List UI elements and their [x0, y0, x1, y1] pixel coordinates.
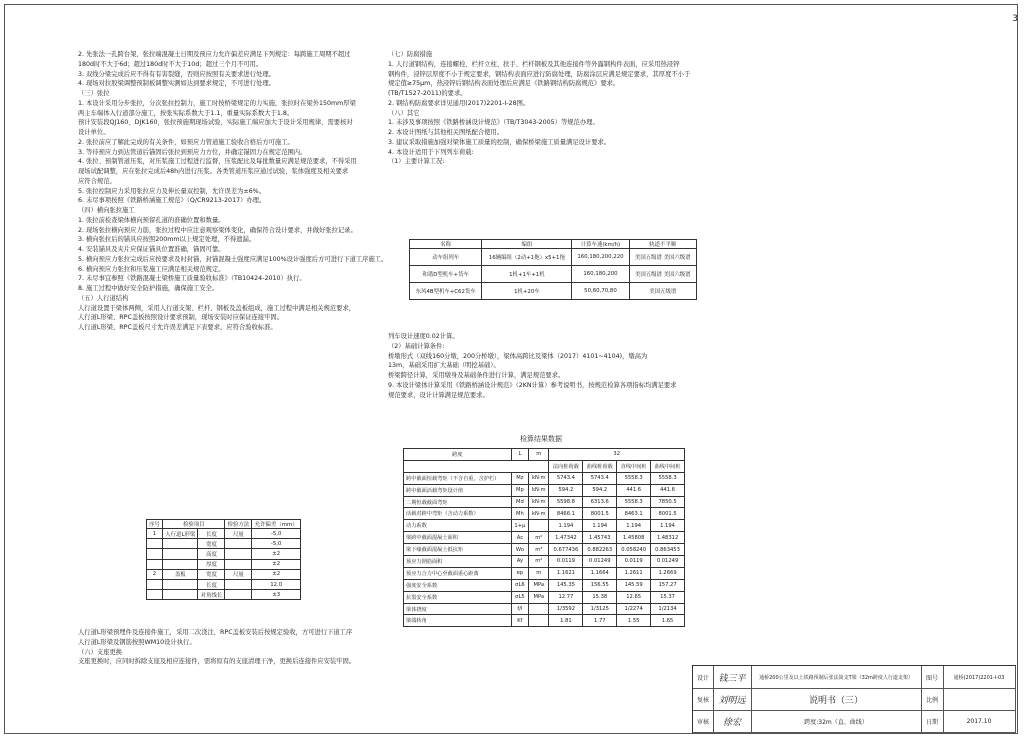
table-cell: 1机+20车: [482, 283, 572, 300]
table-cell: σL5: [511, 591, 528, 603]
text-line: 4. 安装锚具及夹片应保证锚具位置准确，锚固可靠。: [78, 246, 225, 253]
table-header-cell: 序号: [147, 520, 163, 529]
table-cell: 15.38: [583, 591, 617, 603]
table-cell: Kf: [511, 615, 528, 627]
table-cell: 跨中截面恒载弯矩（不含自重，含护栏）: [404, 472, 512, 484]
table-cell: 1.194: [583, 520, 617, 532]
text-line: （1）主要计算工况:: [388, 158, 445, 166]
table-cell: 1.194: [617, 520, 651, 532]
text-line: 规范要求，设计计算满足规范要求。: [388, 391, 489, 399]
text-line: （三）张拉: [78, 90, 110, 97]
text-line: 4. 现场对拉胶梁调整预制板调整实测如达到要求规定，不可进行处理。: [78, 80, 275, 88]
table-cell: 5743.4: [583, 472, 617, 484]
table-cell: 1.1621: [549, 567, 583, 579]
table-cell: 8466.1: [549, 508, 583, 520]
table-cell: 1: [147, 529, 163, 539]
table-cell: 8463.1: [617, 508, 651, 520]
table-row: [410, 283, 697, 300]
table-cell: [225, 559, 252, 569]
table-cell: 50,60,70,80: [572, 283, 629, 300]
table-row: [147, 549, 301, 559]
table-cell: ±3: [252, 590, 301, 600]
table-cell: 12.0: [252, 579, 301, 589]
table-row: [404, 508, 685, 520]
text-line: （2）基础计算条件:: [388, 342, 445, 350]
table-cell: -5,0: [252, 539, 301, 549]
design-label: 设计: [693, 666, 714, 688]
table-cell: 1机+1车+1机: [482, 266, 572, 283]
table-cell: 强度安全系数: [404, 579, 512, 591]
text-line: 6. 未尽事项按照《铁路桥涵施工规范》（Q/CR9213-2017）办理。: [78, 197, 266, 205]
page-mark: 3: [1012, 14, 1018, 24]
table-header-row: [147, 520, 301, 529]
table-cell: σL6: [511, 579, 528, 591]
table-cell: MPa: [529, 591, 549, 603]
right-mid-text: [388, 332, 1008, 400]
text-line: 人行道L形梁预埋件及连接件施工，采用二次浇注，RPC盖板安装后按规定验收，方可进行下道工序: [78, 629, 353, 636]
table-cell: 0.01249: [583, 556, 617, 568]
table-cell: 美国五级谱: [629, 283, 697, 300]
table-cell: 145.35: [549, 579, 583, 591]
scale-label: 比例: [921, 688, 944, 710]
table-cell: 1/2134: [651, 603, 685, 615]
table-cell: 160,180,200,220: [572, 249, 629, 266]
text-line: （四）横向张拉施工: [78, 207, 135, 214]
table-cell: Ay: [511, 556, 528, 568]
table-cell: [147, 579, 163, 589]
drawing-no-label: 图号: [921, 666, 944, 688]
text-line: （五）人行道结构: [78, 294, 129, 302]
table-cell: ep: [511, 567, 528, 579]
table-row: [404, 591, 685, 603]
text-line: 规定值≥75μm，热浸锌后钢结构表面处理后应满足《铁路钢结构防腐规范》要求。: [388, 80, 620, 88]
table-cell: 尺量: [225, 529, 252, 539]
date-value: 2017.10: [943, 710, 1016, 732]
table-cell: 1.45743: [583, 532, 617, 544]
table-row: [147, 529, 301, 539]
table-header-cell: 计算车速(km/h): [572, 240, 629, 249]
table-cell: [147, 590, 163, 600]
text-line: 钢构件，浸锌层厚度不小于规定要求，钢结构表面应进行防腐处理，防腐涂层应满足规定要求，其厚度不小于: [388, 70, 691, 78]
table-cell: 活载对跨中弯矩（含动力系数）: [404, 508, 512, 520]
table-cell: 东风4B型机车+C62货车: [410, 283, 482, 300]
title-block: [692, 665, 1016, 733]
table-cell: [529, 520, 549, 532]
table-cell: 0.058240: [617, 544, 651, 556]
table-cell: 跨中截面活载弯矩设计值: [404, 484, 512, 496]
table-cell: kN·m: [529, 484, 549, 496]
table-cell: 梁跨中截面混凝土面积: [404, 532, 512, 544]
text-line: 180d时不大于6d；超过180d时不大于10d；超过三个月不可用。: [78, 60, 263, 68]
table-cell: [225, 590, 252, 600]
text-line: 1. 本设计采用分步张拉，分次张拉控制力，施工时按桥梁规定的力实施，张拉时在梁外150mm厚梁: [78, 99, 356, 107]
table-cell: m³: [529, 544, 549, 556]
table-row: [404, 484, 685, 496]
table-cell: 1.81: [549, 615, 583, 627]
text-line: 9. 本设计梁体计算采用《铁路桥涵设计规范》（2KN计算）参考说明书，按规范检算各项指标均满足要求: [388, 381, 677, 389]
table-cell: 1.77: [583, 615, 617, 627]
table-cell: 5743.4: [549, 472, 583, 484]
table-cell: 0.0119: [617, 556, 651, 568]
table-cell: ±2: [252, 569, 301, 579]
table-row: [404, 603, 685, 615]
table-row: [404, 544, 685, 556]
table-cell: [163, 549, 198, 559]
text-line: 8. 施工过程中做好安全防护措施，确保施工安全。: [78, 285, 219, 292]
text-line: 3. 双线分梁完成后应不得有有害裂缝，否则应按照有关要求进行处理。: [78, 70, 275, 78]
table-cell: 7850.5: [651, 496, 685, 508]
table-header-cell: 允许偏差（mm）: [252, 520, 301, 529]
text-line: 人行道L形梁及钢筋按照WM10设计执行。: [78, 638, 196, 646]
text-line: 7. 未尽事宜参照《铁路混凝土梁桥施工质量验收标准》（TB10424-2010）执行。: [78, 275, 306, 283]
table-header-cell: 跨度: [404, 449, 512, 461]
review-signature: 徐宏: [713, 710, 752, 732]
table-cell: 16辆编组（2动+1拖）x5+1拖: [482, 249, 572, 266]
table-cell: 和谐D型机车+货车: [410, 266, 482, 283]
text-line: 4. 张拉、预制管道压浆，对压浆施工过程进行监督，压浆配比及每批数量应满足规范要求，不得采用: [78, 158, 357, 166]
table-cell: 5558.3: [617, 472, 651, 484]
table-cell: m: [529, 567, 549, 579]
calc-results-table: [403, 448, 685, 627]
text-line: 人行道设置于梁体两侧，采用人行道支架、栏杆、钢板及盖板组成，施工过程中满足相关规范要求，: [78, 304, 356, 312]
table-cell: [225, 549, 252, 559]
text-line: 6. 横向预应力张拉和压浆施工应满足相关规范规定。: [78, 265, 225, 273]
table-cell: [225, 579, 252, 589]
table-cell: 二期恒载截面弯矩: [404, 496, 512, 508]
table-cell: 1.194: [549, 520, 583, 532]
table-cell: 长度: [198, 529, 225, 539]
text-line: 3. 建议采取措施加强对梁体施工质量的控制，确保桥梁施工质量满足设计要求。: [388, 138, 611, 146]
text-line: 人行道L形梁、RPC盖板按照设计要求预制，现场安装时应保证连接牢固。: [78, 314, 283, 322]
text-line: 设计单位。: [78, 129, 110, 136]
table-cell: -5,0: [252, 529, 301, 539]
table-cell: 动车组列车: [410, 249, 482, 266]
table-cell: 1.48312: [651, 532, 685, 544]
table-cell: 预应力钢筋面积: [404, 556, 512, 568]
table-cell: [163, 539, 198, 549]
table-cell: 梁体挠度: [404, 603, 512, 615]
check-label: 复核: [693, 688, 714, 710]
table-header-cell: [404, 460, 549, 472]
text-line: 两主车端体入行道部分施工，按张实际系数大于1.1，重量实际系数大于1.8。: [78, 109, 294, 117]
table-row: [404, 579, 685, 591]
table-header-cell: m: [529, 449, 549, 461]
table-cell: kN·m: [529, 508, 549, 520]
table-header-cell: 直线中间桩: [617, 460, 651, 472]
tolerance-table: [146, 519, 301, 600]
table-cell: Mz: [511, 472, 528, 484]
table-cell: Mh: [511, 508, 528, 520]
table-row: [404, 532, 685, 544]
text-line: 3. 等待预应力到达管道后锚固后张拉到预应力方位，并确定锚固力在规定范围内。: [78, 148, 307, 156]
text-line: 2. 现场张拉横向预应力筋，张拉过程中应注意观察梁体变化，确保符合设计要求，并做好张拉记录。: [78, 226, 357, 234]
table-cell: 1/3592: [549, 603, 583, 615]
table-header-row: [410, 240, 697, 249]
table-cell: 594.2: [583, 484, 617, 496]
table-cell: 1.45808: [617, 532, 651, 544]
text-line: 现场试配调整，应在张拉完成后48h内进行压浆。各类管道压浆应通过试验，浆体强度及相关要求: [78, 168, 349, 175]
table-header-cell: 编组: [482, 240, 572, 249]
table-cell: 抗裂安全系数: [404, 591, 512, 603]
table-header-cell: 检验方法: [225, 520, 252, 529]
table-cell: 157.27: [651, 579, 685, 591]
table-cell: 盖板: [163, 569, 198, 579]
text-line: 人行道L形梁、RPC盖板尺寸允许误差满足下表要求，应符合验收标准。: [78, 324, 277, 331]
table-row: [404, 615, 685, 627]
table-cell: Md: [511, 496, 528, 508]
table-cell: 宽度: [198, 539, 225, 549]
text-line: (TB/T1527-2011)的要求。: [388, 90, 467, 97]
table-cell: 1.65: [651, 615, 685, 627]
table-cell: 2: [147, 569, 163, 579]
table-cell: [529, 603, 549, 615]
table-cell: 梁端转角: [404, 615, 512, 627]
table-cell: ±2: [252, 549, 301, 559]
table-cell: 对角线长: [198, 590, 225, 600]
table-cell: Mp: [511, 484, 528, 496]
text-line: 2. 先张法一孔跨台架，张拉端混凝土日期及预应力允许偏差应满足下列规定：每跨施工周期不超过: [78, 51, 351, 58]
table-row: [410, 249, 697, 266]
table-header-cell: 曲线中间桩: [651, 460, 685, 472]
table-cell: 5558.3: [617, 496, 651, 508]
review-label: 审核: [693, 710, 714, 732]
table-row: [404, 520, 685, 532]
text-line: 1. 未涉及事项按照《铁路桥涵设计规范》（TB/T3043-2005）等规范办理。: [388, 119, 599, 127]
text-line: 13m，基础采用扩大基础（明挖基础）。: [388, 362, 500, 370]
table-cell: [163, 559, 198, 569]
table-cell: 动力系数: [404, 520, 512, 532]
table-header-cell: 32: [549, 449, 685, 461]
text-line: 2. 钢结构防腐要求详见通用(2017)2201-Ⅰ-28图。: [388, 99, 530, 107]
sheet-title: 说明书（三）: [751, 688, 922, 710]
table-cell: 1.47342: [549, 532, 583, 544]
table-cell: [163, 590, 198, 600]
table-cell: ±2: [252, 559, 301, 569]
table-cell: m²: [529, 556, 549, 568]
table-cell: 15.37: [651, 591, 685, 603]
table-cell: 宽度: [198, 569, 225, 579]
table-cell: 1+μ: [511, 520, 528, 532]
table-cell: [225, 539, 252, 549]
train-load-table: [409, 239, 697, 300]
table-cell: 1.194: [651, 520, 685, 532]
table-cell: 1.2611: [617, 567, 651, 579]
table-cell: 1/3125: [583, 603, 617, 615]
text-line: 应符合规范。: [78, 177, 116, 185]
table-cell: 0.01249: [651, 556, 685, 568]
table-row: [404, 556, 685, 568]
table-cell: 0.677436: [549, 544, 583, 556]
table-row: [404, 496, 685, 508]
table-cell: 1.1664: [583, 567, 617, 579]
text-line: 3. 横向张拉后的锚具应按照200mm以上规定处理，不得遗漏。: [78, 236, 256, 244]
table-cell: 12.77: [549, 591, 583, 603]
text-line: （八）其它: [388, 109, 420, 117]
text-line: 1. 人行道钢结构，连接螺栓、栏杆立柱、扶手、栏杆钢板及其他连接件等外露钢构件表面，应采用热浸锌: [388, 60, 680, 68]
table-row: [147, 590, 301, 600]
table-cell: 人行道L形梁: [163, 529, 198, 539]
table-cell: MPa: [529, 579, 549, 591]
table-cell: 1.55: [617, 615, 651, 627]
table-cell: 8001.5: [583, 508, 617, 520]
scale-value: [943, 688, 1016, 710]
table-cell: 0.882263: [583, 544, 617, 556]
table-cell: 594.2: [549, 484, 583, 496]
table-cell: 12.65: [617, 591, 651, 603]
table-cell: 441.6: [617, 484, 651, 496]
table-cell: Wo: [511, 544, 528, 556]
table-cell: Ac: [511, 532, 528, 544]
table-cell: kN·m: [529, 496, 549, 508]
table-cell: 160,180,200: [572, 266, 629, 283]
table-cell: 高度: [198, 549, 225, 559]
table-cell: [147, 539, 163, 549]
text-line: 2. 本设计图纸与其他相关图纸配合使用。: [388, 129, 504, 136]
table-cell: f/l: [511, 603, 528, 615]
project-title: 通桥200公里及以上铁路预制后张法简支T梁（32m跨度人行道支架）: [751, 666, 922, 688]
text-line: 列车设计速度0.02计算。: [388, 333, 459, 340]
table-row: [147, 579, 301, 589]
table-cell: 梁下缘截面混凝土抵抗矩: [404, 544, 512, 556]
text-line: 桥墩形式（双线160分墩，200分桥墩），梁体高跨比及梁体（2017）4101~4104)，墩高为: [388, 352, 648, 360]
design-signature: 钱三平: [713, 666, 752, 688]
text-line: 5. 张拉控制应力采用张拉应力及伸长量双控制，允许误差为±6%。: [78, 187, 265, 195]
table-header-row: [404, 460, 685, 472]
table-cell: 1.2669: [651, 567, 685, 579]
table-header-cell: 曲线桩荷载: [583, 460, 617, 472]
table-cell: [147, 559, 163, 569]
text-line: 4. 本设计适用于下列列车荷载:: [388, 148, 474, 156]
right-text-column: [388, 50, 1008, 167]
table-cell: [163, 579, 198, 589]
text-line: 预计安装段QJ160、DJK160，张拉预施期现场试验，实际施工端应加大于设计采用规律，需要核对: [78, 119, 353, 127]
left-bottom-text: [78, 628, 503, 667]
calc-table-title: 检算结果数据: [520, 435, 562, 443]
table-cell: 5558.3: [651, 472, 685, 484]
drawing-number: 通桥(2017)2201-Ⅰ-03: [943, 666, 1016, 688]
text-line: 桥梁跨径计算，采用墩身及基础条件进行计算，满足规范要求。: [388, 372, 565, 379]
table-header-cell: L: [511, 449, 528, 461]
sheet-subtitle: 跨度:32m（直、曲线）: [751, 710, 922, 732]
table-cell: 6313.6: [583, 496, 617, 508]
table-cell: 厚度: [198, 559, 225, 569]
table-header-row: [404, 449, 685, 461]
table-cell: 1/2274: [617, 603, 651, 615]
table-header-cell: 检验项目: [163, 520, 225, 529]
table-cell: kN·m: [529, 472, 549, 484]
table-header-cell: 名称: [410, 240, 482, 249]
table-cell: [529, 615, 549, 627]
table-cell: 5598.8: [549, 496, 583, 508]
text-line: （七）防腐措施: [388, 51, 433, 58]
text-line: 支座更换时，应同时拆除支座及相应连接件，需将原有的支座清理干净，更换后连接件应安装牢固。: [78, 658, 356, 666]
table-cell: 156.55: [583, 579, 617, 591]
date-label: 日期: [921, 710, 944, 732]
table-cell: 美国五级谱 美国六级谱: [629, 249, 697, 266]
table-cell: m²: [529, 532, 549, 544]
table-row: [404, 567, 685, 579]
table-cell: 长度: [198, 579, 225, 589]
table-cell: 美国五级谱 美国六级谱: [629, 266, 697, 283]
table-cell: 441.6: [651, 484, 685, 496]
text-line: 5. 横向预应力张拉完成后应按要求及时封锚，封锚混凝土强度应满足100%设计强度后方可进行下道工序施工。: [78, 255, 388, 263]
table-row: [404, 472, 685, 484]
text-line: 2. 张拉前应了解此完成的有关条件，如预应力管道施工验收合格后方可施工。: [78, 138, 294, 146]
table-cell: [147, 549, 163, 559]
table-cell: 8001.5: [651, 508, 685, 520]
table-cell: 145.59: [617, 579, 651, 591]
table-row: [147, 559, 301, 569]
table-row: [147, 569, 301, 579]
table-cell: 尺量: [225, 569, 252, 579]
text-line: 1. 张拉前检查梁体横向预留孔道的准确位置和数量。: [78, 216, 225, 224]
text-line: （六）支座更换: [78, 648, 123, 656]
table-cell: 预应力合力中心至截面重心距离: [404, 567, 512, 579]
check-signature: 刘明远: [713, 688, 752, 710]
table-row: [410, 266, 697, 283]
table-header-cell: 轨道不平顺: [629, 240, 697, 249]
table-cell: 0.0119: [549, 556, 583, 568]
table-cell: 0.863453: [651, 544, 685, 556]
table-header-cell: 法向桩荷载: [549, 460, 583, 472]
table-row: [147, 539, 301, 549]
